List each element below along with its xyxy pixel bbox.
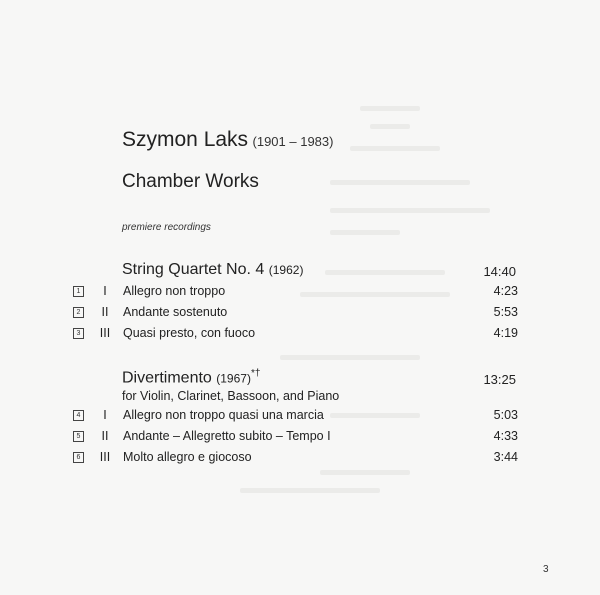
- track-number: 6: [73, 452, 84, 463]
- movement-duration: 3:44: [493, 450, 518, 464]
- movement-duration: 4:33: [493, 429, 518, 443]
- movement-numeral: II: [101, 305, 109, 319]
- movement-numeral: III: [99, 450, 111, 464]
- movement-title: Quasi presto, con fuoco: [123, 326, 256, 340]
- recording-note: premiere recordings: [122, 222, 211, 233]
- movement-title: Allegro non troppo: [123, 284, 226, 298]
- work-year: (1967): [216, 371, 251, 386]
- collection-title: Chamber Works: [122, 171, 259, 192]
- work-instrumentation: for Violin, Clarinet, Bassoon, and Piano: [122, 389, 340, 403]
- track-row[interactable]: [73, 326, 518, 344]
- work-year: (1962): [268, 263, 304, 277]
- track-row[interactable]: [73, 284, 518, 302]
- show-through-text: [330, 180, 470, 185]
- page-number: 3: [543, 564, 549, 575]
- show-through-text: [325, 270, 445, 275]
- work-name: Divertimento: [122, 369, 212, 387]
- work-duration: 13:25: [483, 372, 516, 387]
- track-row[interactable]: [73, 305, 518, 323]
- movement-title: Andante – Allegretto subito – Tempo I: [123, 429, 331, 443]
- movement-duration: 4:23: [493, 284, 518, 298]
- show-through-text: [330, 208, 490, 213]
- movement-numeral: I: [103, 408, 107, 422]
- movement-numeral: III: [99, 326, 111, 340]
- movement-duration: 5:53: [493, 305, 518, 319]
- composer-dates: (1901 – 1983): [252, 134, 334, 149]
- movement-title: Andante sostenuto: [123, 305, 228, 319]
- show-through-text: [360, 106, 420, 111]
- work-footnote-mark: *†: [250, 368, 261, 379]
- movement-duration: 5:03: [493, 408, 518, 422]
- track-number: 3: [73, 328, 84, 339]
- composer-name: Szymon Laks: [122, 128, 249, 151]
- show-through-text: [240, 488, 380, 493]
- work-name: String Quartet No. 4: [122, 261, 265, 278]
- movement-numeral: I: [103, 284, 107, 298]
- track-row[interactable]: [73, 429, 518, 447]
- track-number: 2: [73, 307, 84, 318]
- movement-numeral: II: [101, 429, 109, 443]
- track-row[interactable]: [73, 408, 518, 426]
- track-row[interactable]: [73, 450, 518, 468]
- movement-duration: 4:19: [493, 326, 518, 340]
- show-through-text: [350, 146, 440, 151]
- show-through-text: [330, 230, 400, 235]
- track-number: 1: [73, 286, 84, 297]
- composer-heading: [122, 128, 333, 152]
- movement-title: Allegro non troppo quasi una marcia: [123, 408, 324, 422]
- track-number: 5: [73, 431, 84, 442]
- work-title: [122, 261, 303, 279]
- show-through-text: [320, 470, 410, 475]
- work-title: [122, 368, 260, 387]
- show-through-text: [370, 124, 410, 129]
- movement-title: Molto allegro e giocoso: [123, 450, 252, 464]
- work-duration: 14:40: [483, 264, 516, 279]
- track-number: 4: [73, 410, 84, 421]
- show-through-text: [280, 355, 420, 360]
